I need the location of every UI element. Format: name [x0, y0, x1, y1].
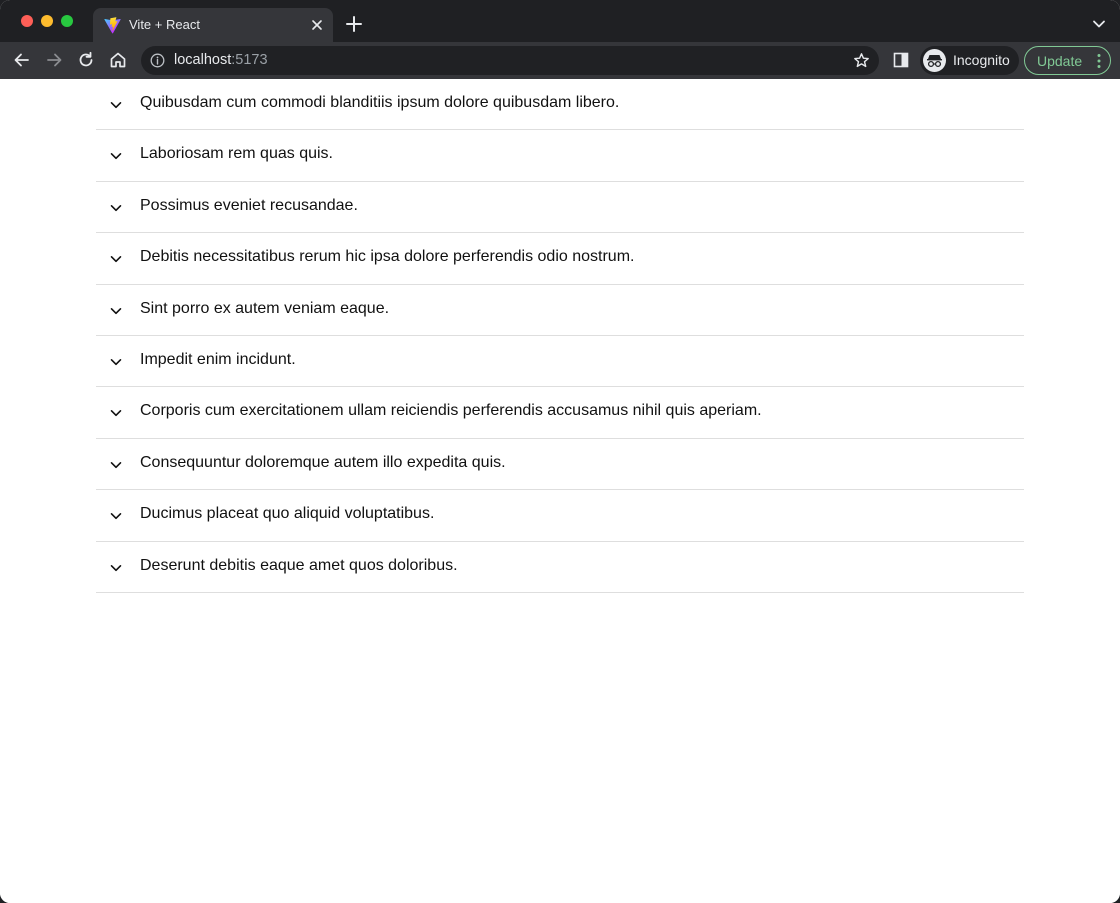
accordion-item-title: Possimus eveniet recusandae.	[140, 196, 358, 214]
accordion-item[interactable]	[96, 439, 1024, 490]
accordion-item-title: Consequuntur doloremque autem illo expedita quis.	[140, 453, 506, 471]
accordion-item-title: Corporis cum exercitationem ullam reiciendis perferendis accusamus nihil quis aperiam.	[140, 402, 762, 420]
update-label: Update	[1037, 53, 1083, 69]
chevron-down-icon	[110, 459, 122, 471]
side-panel-icon[interactable]	[893, 52, 909, 68]
window-close-button[interactable]	[21, 15, 33, 27]
update-button[interactable]	[1024, 46, 1111, 75]
chevron-down-icon	[110, 356, 122, 368]
more-vert-icon[interactable]	[1096, 53, 1102, 69]
chevron-down-icon	[110, 150, 122, 162]
window-minimize-button[interactable]	[41, 15, 53, 27]
chevron-down-icon	[110, 305, 122, 317]
tab-search-chevron-down-icon[interactable]	[1092, 17, 1106, 31]
home-icon[interactable]	[108, 50, 128, 70]
accordion-item[interactable]	[96, 387, 1024, 438]
back-arrow-icon[interactable]	[12, 50, 32, 70]
accordion-item[interactable]	[96, 130, 1024, 181]
accordion-item[interactable]	[96, 182, 1024, 233]
accordion-list	[96, 79, 1024, 593]
page-viewport	[0, 79, 1120, 903]
new-tab-plus-icon[interactable]	[345, 15, 363, 33]
chevron-down-icon	[110, 99, 122, 111]
accordion-item-title: Debitis necessitatibus rerum hic ipsa dolore perferendis odio nostrum.	[140, 248, 635, 266]
reload-icon[interactable]	[76, 50, 96, 70]
site-info-icon[interactable]	[150, 53, 165, 68]
accordion-item-title: Ducimus placeat quo aliquid voluptatibus.	[140, 505, 435, 523]
chevron-down-icon	[110, 510, 122, 522]
chevron-down-icon	[110, 562, 122, 574]
accordion-item[interactable]	[96, 490, 1024, 541]
chevron-down-icon	[110, 202, 122, 214]
accordion-item-title: Sint porro ex autem veniam eaque.	[140, 299, 390, 317]
accordion-item[interactable]	[96, 233, 1024, 284]
incognito-profile-button[interactable]	[920, 46, 1019, 75]
window-maximize-button[interactable]	[61, 15, 73, 27]
accordion-item[interactable]	[96, 79, 1024, 130]
address-bar[interactable]	[141, 46, 879, 75]
accordion-item[interactable]	[96, 285, 1024, 336]
close-icon[interactable]	[309, 17, 325, 33]
incognito-label: Incognito	[953, 52, 1010, 68]
vite-logo-icon	[104, 17, 121, 34]
url-port: :5173	[231, 52, 268, 68]
url-text	[174, 52, 268, 68]
tab-strip	[0, 0, 1120, 42]
tab-title: Vite + React	[129, 17, 200, 32]
chevron-down-icon	[110, 253, 122, 265]
incognito-icon	[923, 49, 946, 72]
accordion-item-title: Laboriosam rem quas quis.	[140, 145, 333, 163]
forward-arrow-icon[interactable]	[44, 50, 64, 70]
accordion-item[interactable]	[96, 336, 1024, 387]
chevron-down-icon	[110, 407, 122, 419]
accordion-item-title: Deserunt debitis eaque amet quos doloribus.	[140, 556, 458, 574]
accordion-item[interactable]	[96, 542, 1024, 593]
browser-tab-active[interactable]	[93, 8, 333, 42]
accordion-item-title: Impedit enim incidunt.	[140, 350, 296, 368]
url-host: localhost	[174, 52, 232, 68]
browser-toolbar	[0, 42, 1120, 79]
bookmark-star-icon[interactable]	[853, 52, 870, 69]
accordion-item-title: Quibusdam cum commodi blanditiis ipsum dolore quibusdam libero.	[140, 94, 620, 111]
